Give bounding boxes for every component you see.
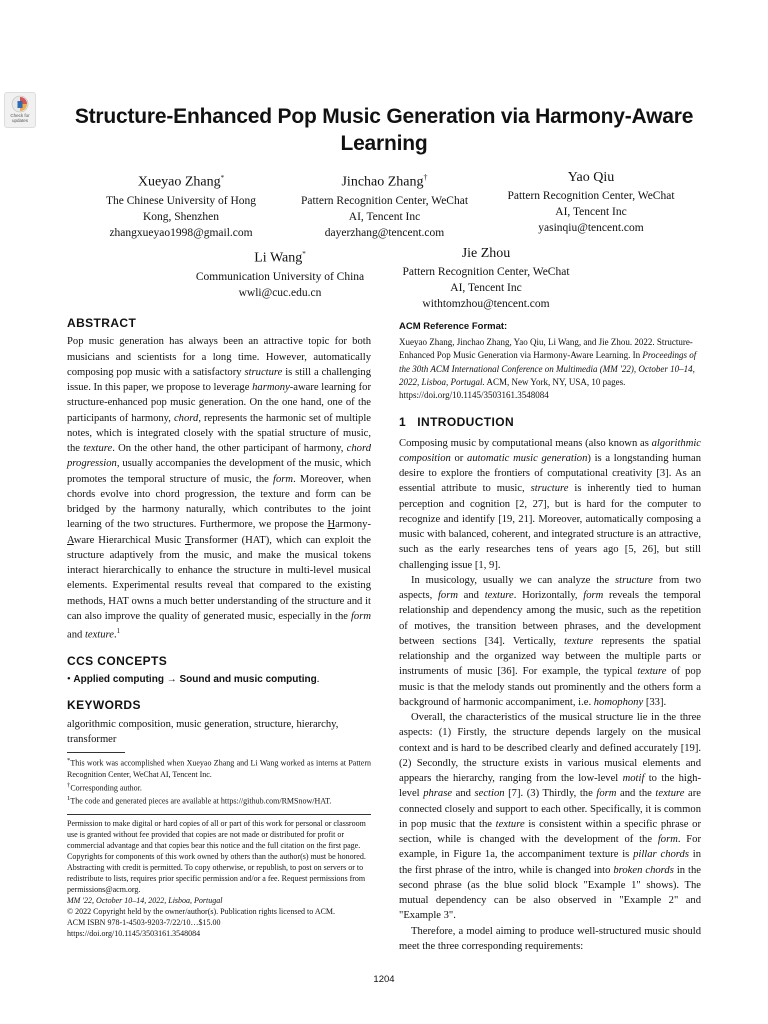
intro-paragraph: Composing music by computational means (also known as algorithmic composition or automatic music generation) is a longstanding human desire to explore the frontiers of computational creativity [3]. As an essential attribute to music, structure is inherently tied to human perception and cognition [2, 27], but is hard for the computer to recognize and identify [19, 21]. Moreover, automatically composing a music with balanced, coherent, and integrated structure is an attractive, such as the early researches tens of years ago [5, 26], but still challenging issue [1, 9]. [399, 437, 702, 571]
author-email[interactable]: dayerzhang@tencent.com [324, 226, 445, 239]
copyright-notice: © 2022 Copyright held by the owner/author(s). Publication rights licensed to ACM. [67, 907, 336, 916]
right-column [399, 319, 701, 954]
author-block [491, 169, 691, 236]
author-name: Jinchao Zhang [341, 174, 424, 190]
introduction-heading: 1 INTRODUCTION [399, 415, 515, 430]
author-mark: * [220, 174, 225, 182]
author-name: Xueyao Zhang [137, 174, 221, 190]
footnote: *This work was accomplished when Xueyao Zhang and Li Wang worked as interns at Pattern Recognition Center, WeChat AI, Tencent Inc. [67, 757, 371, 779]
author-affiliation: AI, Tencent Inc [555, 206, 627, 218]
isbn: ACM ISBN 978-1-4503-9203-7/22/10…$15.00 [67, 918, 221, 927]
intro-paragraph: Therefore, a model aiming to produce well-structured music should meet the three corresponding requirements: [399, 925, 701, 952]
badge-text-2: updates [11, 118, 28, 123]
badge-text-1: Check for [10, 113, 30, 118]
author-mark: * [302, 250, 306, 258]
author-affiliation: Kong, Shenzhen [142, 210, 219, 223]
abstract-text: Pop music generation has always been an attractive topic for both musicians and scientists for a long time. However, automatically composing pop music with a satisfactory structure is still a challenging issue. In this paper, we propose to leverage harmony-aware learning for structure-enhanced pop music generation. On the one hand, one of the participants of harmony, chord, represents the harmonic set of multiple notes, which is integrated closely with the spatial structure of music, the texture. On the other hand, the other participant of harmony, chord progression, usually accompanies the development of the music, which promotes the temporal structure of music, the form. Moreover, when chords evolve into chord progression, the texture and form can be bridged by the harmony naturally, which contributes to the joint learning of the two structures. Furthermore, we propose the Harmony-Aware Hierarchical Music Transformer (HAT), which can exploit the structure adaptively from the music, and make the musical tokens interact hierarchically to enhance the structure in multi-level musical elements. Experimental results reveal that compared to the existing methods, HAT owns a much better understanding of the structure and it can also improve the quality of generated music, especially in the form and texture.$^1$ [67, 336, 372, 641]
author-affiliation: Pattern Recognition Center, WeChat [402, 266, 570, 278]
check-for-updates-badge[interactable] [4, 92, 36, 128]
author-email[interactable]: wwli@cuc.edu.cn [238, 286, 322, 299]
footnote: $^1$The code and generated pieces are available at https://github.com/RMSnow/HAT. [67, 795, 332, 806]
author-affiliation: AI, Tencent Inc [450, 282, 522, 294]
crossmark-icon [10, 95, 30, 113]
author-name: Jie Zhou [461, 246, 511, 261]
author-block [86, 169, 276, 241]
author-block [282, 169, 487, 241]
author-affiliation: Pattern Recognition Center, WeChat [507, 190, 675, 202]
keywords-heading: KEYWORDS [67, 698, 141, 713]
keywords-text: algorithmic composition, music generation, structure, hierarchy, transformer [67, 718, 339, 745]
author-affiliation: Communication University of China [195, 270, 365, 283]
author-email[interactable]: yasinqiu@tencent.com [538, 222, 644, 234]
left-column [67, 316, 371, 939]
intro-paragraph: In musicology, usually we can analyze the structure from two aspects, form and texture. Horizontally, form reveals the temporal relationship and dependency among the music, such as the repetition of motives, the transition between phrases, and the development between sections [34]. Vertically, texture represents the spatial relationship and the organized way between the multiple parts or instruments of music [36]. For example, the typical texture of pop music is that the melody stands out prominently and the others form a background of harmonic accompaniment, i.e. homophony [33]. [399, 574, 702, 708]
author-affiliation: AI, Tencent Inc [348, 210, 421, 223]
ccs-item: • Applied computing → Sound and music computing. [67, 674, 320, 686]
ccs-heading: CCS CONCEPTS [67, 653, 168, 668]
author-block [180, 245, 380, 301]
author-name: Li Wang [254, 250, 303, 266]
intro-paragraph: Overall, the characteristics of the musical structure lie in the three aspects: (1) Firstly, the structure depends largely on the musical context and is hard to be described clearly and defined accurately [19]. (2) Secondly, the structure exists in various musical elements and appears the hierarchy, ranging from the low-level motif to the high-level phrase and section [7]. (3) Thirdly, the form and the texture are connected closely and support to each other. Specifically, it is common in pop music that the texture is consistent within a specific phrase or section, while is changed with the development of the form. For example, in Figure 1a, the accompaniment texture is pillar chords in the first phrase of the intro, while is changed into broken chords in the second phrase (as the blue solid block "Example 1" shows). The mutual dependency can be also observed in "Example 2" and "Example 3". [399, 712, 701, 922]
author-email[interactable]: withtomzhou@tencent.com [422, 298, 550, 310]
permission-notice: Permission to make digital or hard copies of all or part of this work for personal or classroom use is granted without fee provided that copies are not made or distributed for profit or commercial advantage and that copies bear this notice and the full citation on the first page. Copyrights for components of this work owned by others than the author(s) must be honored. Abstracting with credit is permitted. To copy otherwise, or republish, to post on servers or to redistribute to lists, requires prior specific permission and/or a fee. Request permissions from permissions@acm.org. [67, 819, 366, 894]
permission-rule [67, 814, 371, 815]
abstract-heading: ABSTRACT [67, 316, 137, 330]
conference-venue: MM '22, October 10–14, 2022, Lisboa, Portugal [67, 896, 223, 905]
author-mark: † [423, 173, 428, 182]
footnote: †Corresponding author. [67, 781, 142, 793]
author-email[interactable]: zhangxueyao1998@gmail.com [109, 226, 253, 239]
author-name: Yao Qiu [567, 170, 615, 185]
acm-reference-heading: ACM Reference Format: [399, 321, 508, 332]
page-number: 1204 [373, 974, 395, 985]
footnote-rule [67, 752, 125, 753]
doi-link[interactable]: https://doi.org/10.1145/3503161.3548084 [67, 929, 201, 938]
author-affiliation: The Chinese University of Hong [105, 194, 257, 207]
author-affiliation: Pattern Recognition Center, WeChat [300, 194, 469, 207]
paper-title: Structure-Enhanced Pop Music Generation via Harmony-Aware Learning [74, 105, 694, 155]
author-block [386, 245, 586, 312]
acm-reference-text: Xueyao Zhang, Jinchao Zhang, Yao Qiu, Li Wang, and Jie Zhou. 2022. Structure-Enhanced Pop Music Generation via Harmony-Aware Learning. In Proceedings of the 30th ACM International Conference on Multimedia (MM '22), October 10–14, 2022, Lisboa, Portugal. ACM, New York, NY, USA, 10 pages. https://doi.org/10.1145/3503161.3548084 [399, 337, 697, 401]
